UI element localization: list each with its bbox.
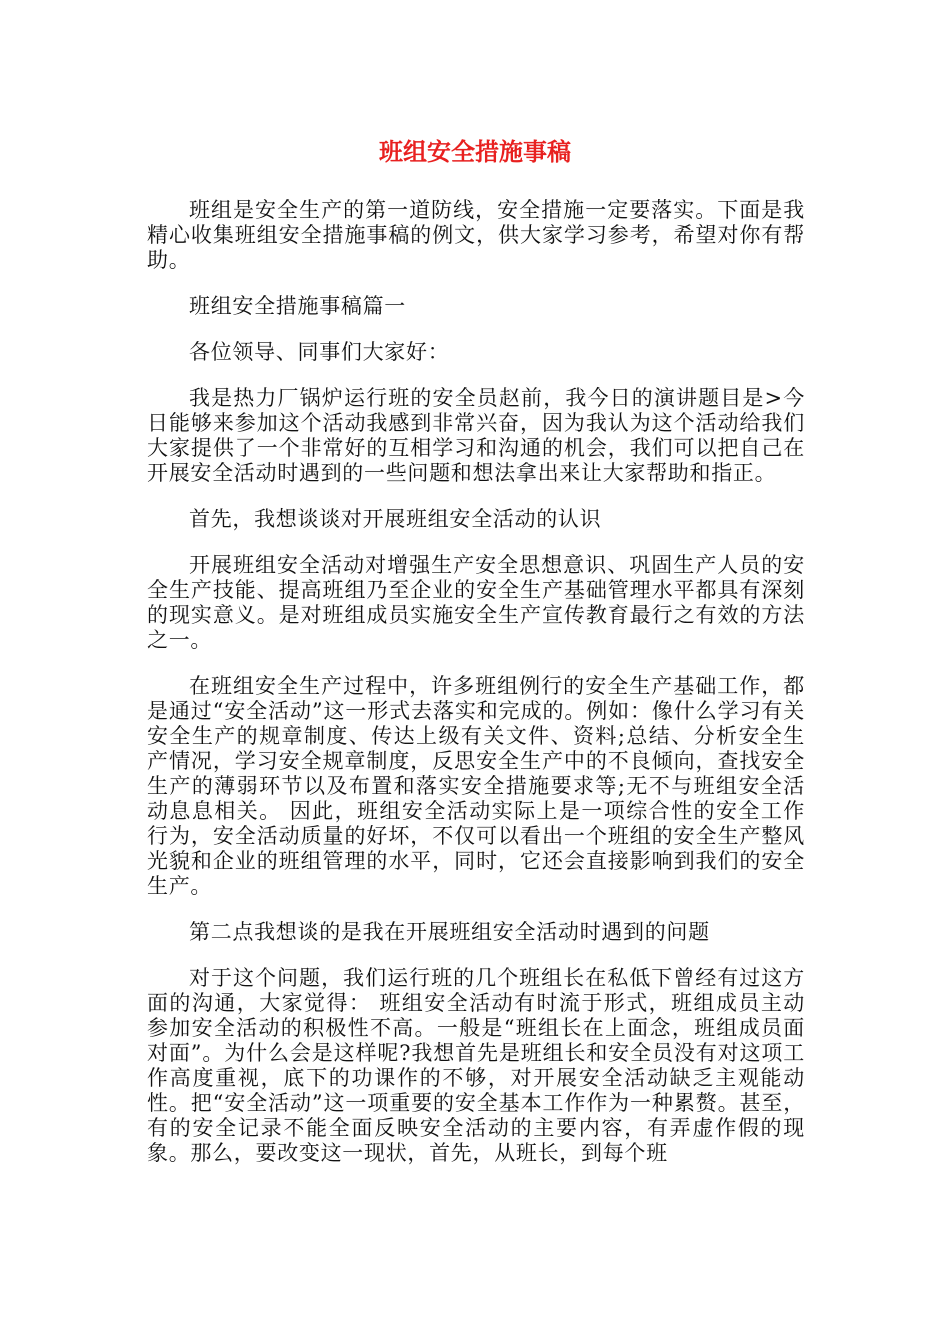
- body-paragraph: 开展班组安全活动对增强生产安全思想意识、巩固生产人员的安全生产技能、提高班组乃至企业的安全生产基础管理水平都具有深刻的现实意义。是对班组成员实施安全生产宣传教育最行之有效的方法之一。: [147, 553, 805, 652]
- body-paragraph: 对于这个问题，我们运行班的几个班组长在私低下曾经有过这方面的沟通，大家觉得： 班组安全活动有时流于形式，班组成员主动参加安全活动的积极性不高。一般是“班组长在上面念，班组成员面对面”。为什么会是这样呢?我想首先是班组长和安全员没有对这项工作高度重视，底下的功课作的不够，对开展安全活动缺乏主观能动性。把“安全活动”这一项重要的安全基本工作作为一种累赘。甚至，有的安全记录不能全面反映安全活动的主要内容，有弄虚作假的现象。那么，要改变这一现状，首先，从班长，到每个班: [147, 966, 805, 1165]
- point-heading: 第二点我想谈的是我在开展班组安全活动时遇到的问题: [189, 920, 710, 944]
- document-title: 班组安全措施事稿: [379, 138, 571, 166]
- body-paragraph: 在班组安全生产过程中，许多班组例行的安全生产基础工作，都是通过“安全活动”这一形式去落实和完成的。例如：像什么学习有关安全生产的规章制度、传达上级有关文件、资料;总结、分析安全生产情况，学习安全规章制度，反思安全生产中的不良倾向，查找安全生产的薄弱环节以及布置和落实安全措施要求等;无不与班组安全活动息息相关。 因此，班组安全活动实际上是一项综合性的安全工作行为，安全活动质量的好坏，不仅可以看出一个班组的安全生产整风光貌和企业的班组管理的水平，同时，它还会直接影响到我们的安全生产。: [147, 674, 805, 898]
- body-paragraph: 我是热力厂锅炉运行班的安全员赵前，我今日的演讲题目是>今日能够来参加这个活动我感到非常兴奋，因为我认为这个活动给我们大家提供了一个非常好的互相学习和沟通的机会，我们可以把自己在开展安全活动时遇到的一些问题和想法拿出来让大家帮助和指正。: [147, 386, 805, 485]
- document-body: [147, 198, 805, 1187]
- section-heading: 班组安全措施事稿篇一: [189, 294, 406, 318]
- point-heading: 首先，我想谈谈对开展班组安全活动的认识: [189, 507, 602, 531]
- greeting-paragraph: 各位领导、同事们大家好：: [189, 340, 450, 364]
- intro-paragraph: 班组是安全生产的第一道防线，安全措施一定要落实。下面是我精心收集班组安全措施事稿的例文，供大家学习参考，希望对你有帮助。: [147, 198, 805, 272]
